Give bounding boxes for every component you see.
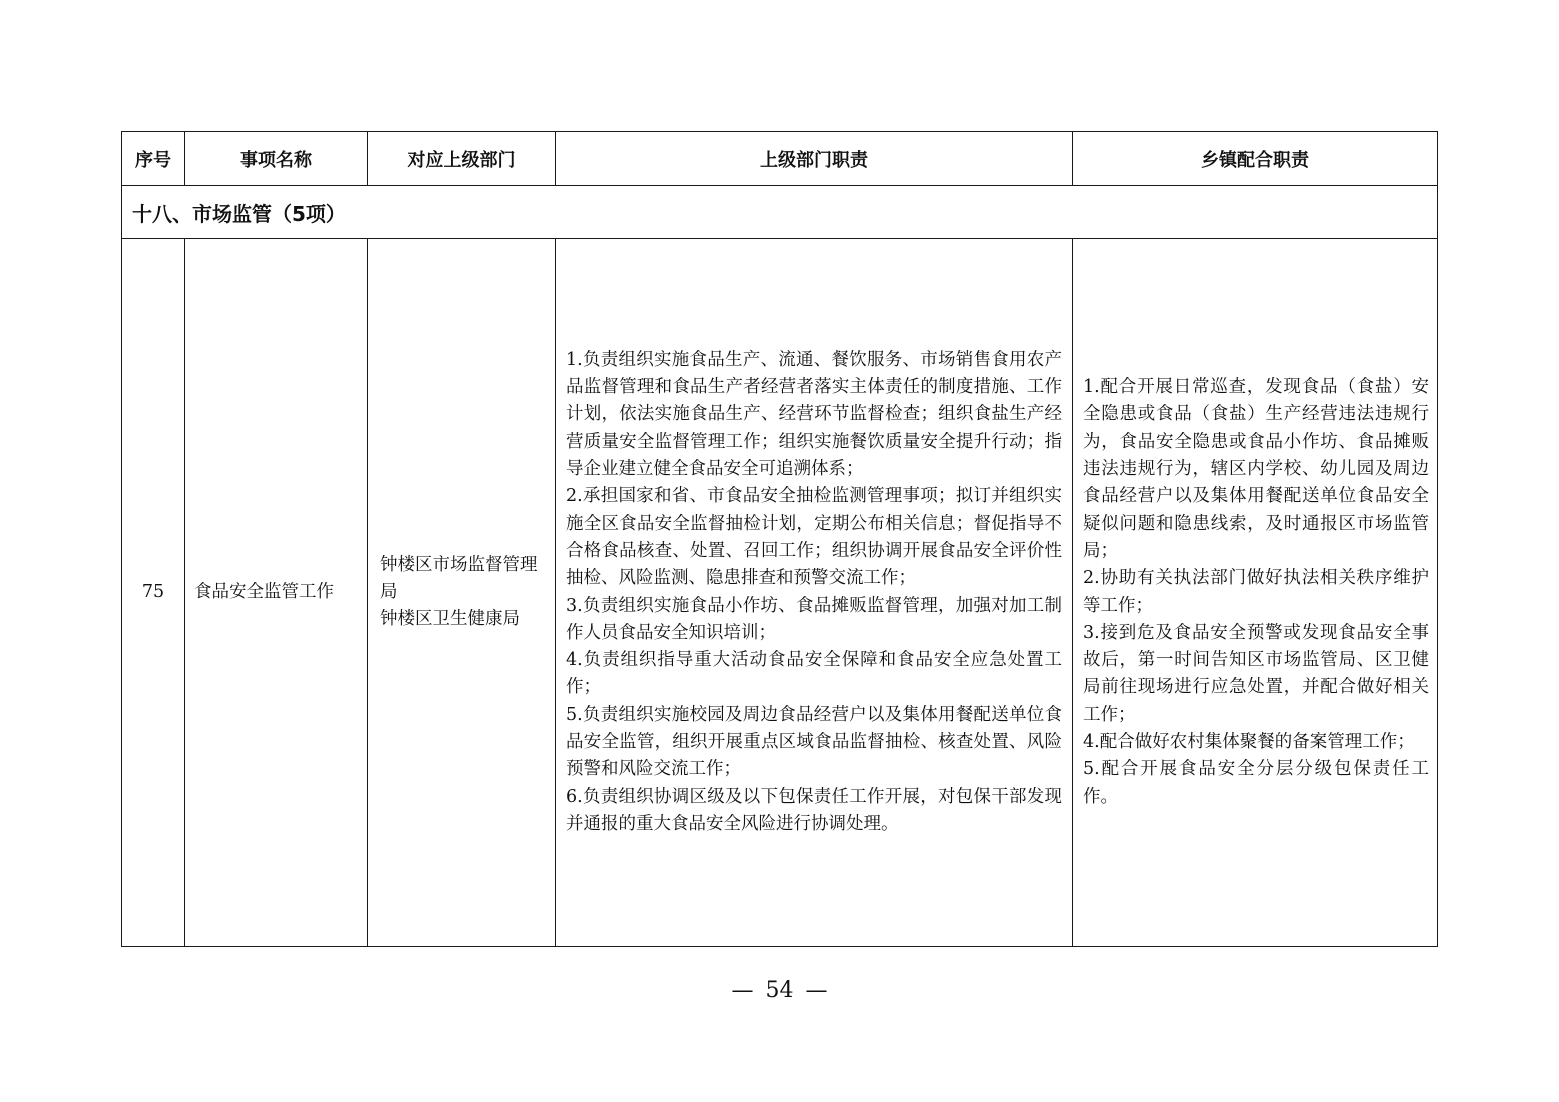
section-row [122,186,1438,239]
header-item-name: 事项名称 [185,132,368,186]
header-row [122,132,1438,186]
duty-paragraph: 5.负责组织实施校园及周边食品经营户以及集体用餐配送单位食品安全监管，组织开展重点区域食品监督抽检、核查处置、风险预警和风险交流工作； [566,704,1062,780]
dept-line: 钟楼区市场监督管理局 [380,554,538,602]
page-dash-right: — [805,978,828,1003]
header-superior-dept: 对应上级部门 [368,132,556,186]
header-superior-duty: 上级部门职责 [556,132,1073,186]
page-number-value: 54 [765,978,794,1003]
township-duty-cell [1073,239,1438,947]
duty-table [121,131,1438,947]
coop-paragraph: 5.配合开展食品安全分层分级包保责任工作。 [1083,759,1429,807]
superior-dept-cell [368,239,556,947]
section-title: 十八、市场监管（5项） [122,186,1438,239]
header-township-duty: 乡镇配合职责 [1073,132,1438,186]
header-no: 序号 [122,132,185,186]
coop-paragraph: 2.协助有关执法部门做好执法相关秩序维护等工作； [1083,568,1429,616]
row-number: 75 [122,239,185,947]
duty-paragraph: 6.负责组织协调区级及以下包保责任工作开展，对包保干部发现并通报的重大食品安全风险进行协调处理。 [566,786,1062,834]
page-number [0,978,1559,1003]
duty-paragraph: 3.负责组织实施食品小作坊、食品摊贩监督管理，加强对加工制作人员食品安全知识培训； [566,595,1062,643]
table-row [122,239,1438,947]
dept-line: 钟楼区卫生健康局 [380,609,520,630]
coop-paragraph: 1.配合开展日常巡查，发现食品（食盐）安全隐患或食品（食盐）生产经营违法违规行为，食品安全隐患或食品小作坊、食品摊贩违法违规行为，辖区内学校、幼儿园及周边食品经营户以及集体用餐配送单位食品安全疑似问题和隐患线索，及时通报区市场监管局； [1083,377,1429,561]
duty-paragraph: 4.负责组织指导重大活动食品安全保障和食品安全应急处置工作； [566,650,1062,698]
coop-paragraph: 3.接到危及食品安全预警或发现食品安全事故后，第一时间告知区市场监管局、区卫健局前往现场进行应急处置，并配合做好相关工作； [1083,622,1429,725]
duty-paragraph: 2.承担国家和省、市食品安全抽检监测管理事项；拟订并组织实施全区食品安全监督抽检计划，定期公布相关信息；督促指导不合格食品核查、处置、召回工作；组织协调开展食品安全评价性抽检、风险监测、隐患排查和预警交流工作； [566,486,1062,589]
item-name: 食品安全监管工作 [185,239,368,947]
coop-paragraph: 4.配合做好农村集体聚餐的备案管理工作； [1083,731,1415,752]
page-dash-left: — [731,978,754,1003]
superior-duty-cell [556,239,1073,947]
duty-paragraph: 1.负责组织实施食品生产、流通、餐饮服务、市场销售食用农产品监督管理和食品生产者经营者落实主体责任的制度措施、工作计划，依法实施食品生产、经营环节监督检查；组织食盐生产经营质量安全监督管理工作；组织实施餐饮质量安全提升行动；指导企业建立健全食品安全可追溯体系； [566,349,1062,480]
